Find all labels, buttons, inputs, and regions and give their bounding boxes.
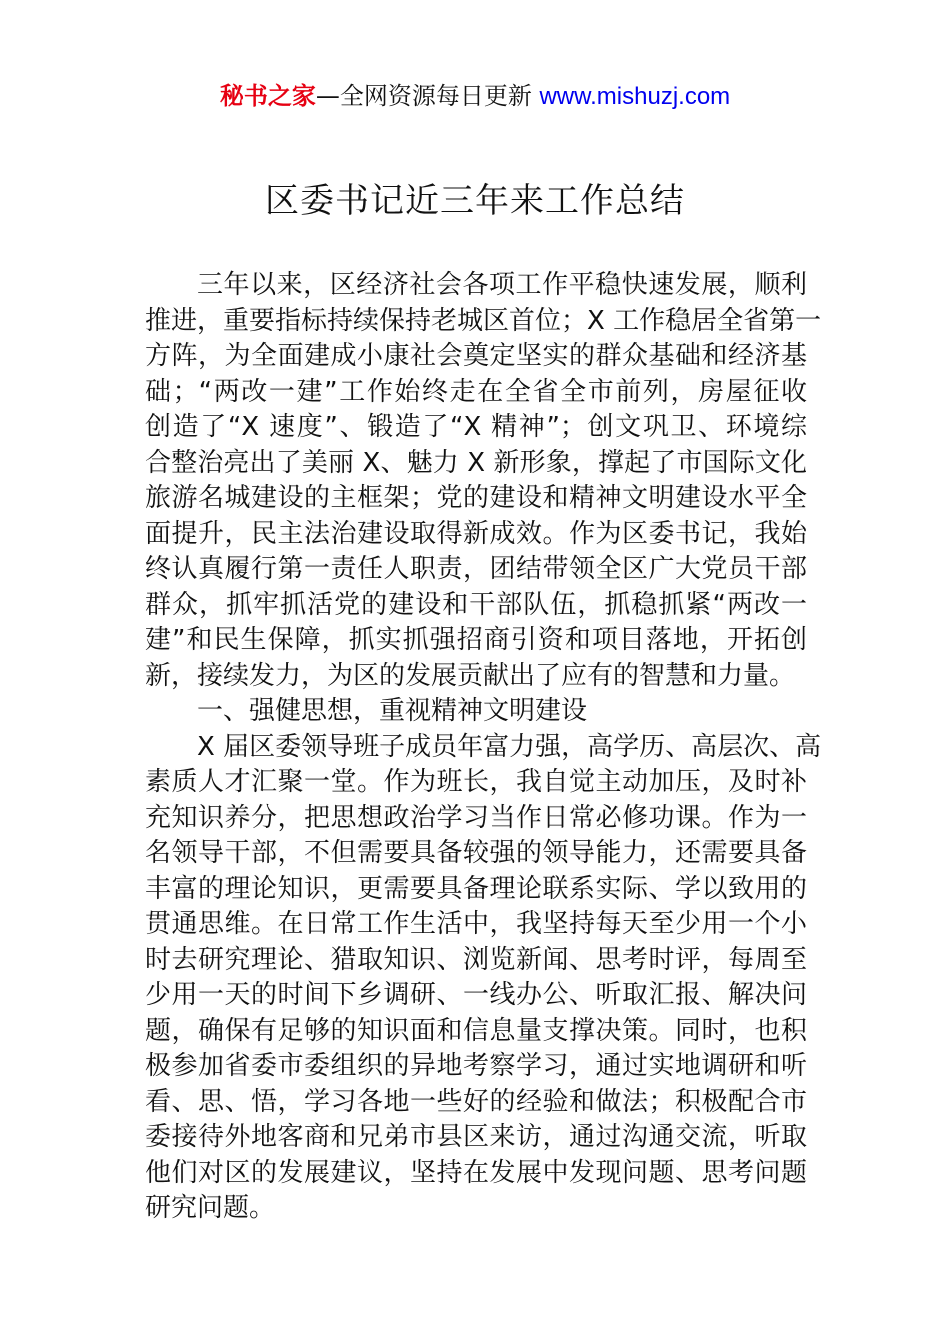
paragraph-1-line: 推进，重要指标持续保持老城区首位；X 工作稳居全省第一 (145, 305, 822, 336)
site-tagline: —全网资源每日更新 (315, 82, 540, 110)
paragraph-2-line: X 届区委领导班子成员年富力强，高学历、高层次、高 (197, 731, 822, 762)
paragraph-2-line: 他们对区的发展建议，坚持在发展中发现问题、思考问题 (145, 1157, 807, 1188)
site-header (0, 80, 950, 113)
paragraph-1-line: 旅游名城建设的主框架；党的建设和精神文明建设水平全 (145, 483, 807, 513)
paragraph-2-line: 名领导干部，不但需要具备较强的领导能力，还需要具备 (145, 838, 807, 868)
document-body (145, 268, 822, 1227)
paragraph-1-line: 三年以来，区经济社会各项工作平稳快速发展，顺利 (197, 270, 807, 300)
paragraph-2-line: 委接待外地客商和兄弟市县区来访，通过沟通交流，听取 (145, 1122, 807, 1152)
paragraph-2-line: 少用一天的时间下乡调研、一线办公、听取汇报、解决问 (145, 980, 807, 1010)
paragraph-1-line: 建”和民生保障，抓实抓强招商引资和项目落地，开拓创 (145, 625, 807, 655)
paragraph-2-line: 时去研究理论、猎取知识、浏览新闻、思考时评，每周至 (145, 944, 807, 975)
site-brand: 秘书之家 (219, 82, 316, 110)
document-title: 区委书记近三年来工作总结 (265, 181, 685, 221)
paragraph-2-line: 素质人才汇聚一堂。作为班长，我自觉主动加压，及时补 (145, 767, 807, 797)
paragraph-1-line: 面提升，民主法治建设取得新成效。作为区委书记，我始 (145, 518, 807, 549)
paragraph-2-line: 看、思、悟，学习各地一些好的经验和做法；积极配合市 (145, 1086, 807, 1117)
paragraph-1-line: 合整治亮出了美丽 X、魅力 X 新形象，撑起了市国际文化 (145, 447, 807, 478)
paragraph-1-line: 群众，抓牢抓活党的建设和干部队伍，抓稳抓紧“两改一 (145, 589, 807, 620)
paragraph-2-line: 贯通思维。在日常工作生活中，我坚持每天至少用一个小 (145, 909, 807, 939)
paragraph-1-line: 新，接续发力，为区的发展贡献出了应有的智慧和力量。 (145, 660, 796, 691)
site-url-link[interactable]: www.mishuzj.com (539, 83, 731, 110)
paragraph-2-line: 丰富的理论知识，更需要具备理论联系实际、学以致用的 (145, 873, 807, 904)
paragraph-1-line: 础；“两改一建”工作始终走在全省全市前列，房屋征收 (145, 376, 807, 407)
paragraph-2-line: 充知识养分，把思想政治学习当作日常必修功课。作为一 (145, 802, 807, 833)
paragraph-2-line: 研究问题。 (145, 1193, 276, 1223)
paragraph-1-line: 方阵，为全面建成小康社会奠定坚实的群众基础和经济基 (145, 341, 807, 371)
section-heading-1: 一、强健思想，重视精神文明建设 (197, 696, 588, 726)
paragraph-1-line: 终认真履行第一责任人职责，团结带领全区广大党员干部 (145, 554, 807, 584)
paragraph-2-line: 极参加省委市委组织的异地考察学习，通过实地调研和听 (145, 1051, 807, 1081)
paragraph-1-line: 创造了“X 速度”、锻造了“X 精神”；创文巩卫、环境综 (145, 412, 807, 442)
paragraph-2-line: 题，确保有足够的知识面和信息量支撑决策。同时，也积 (145, 1015, 807, 1046)
